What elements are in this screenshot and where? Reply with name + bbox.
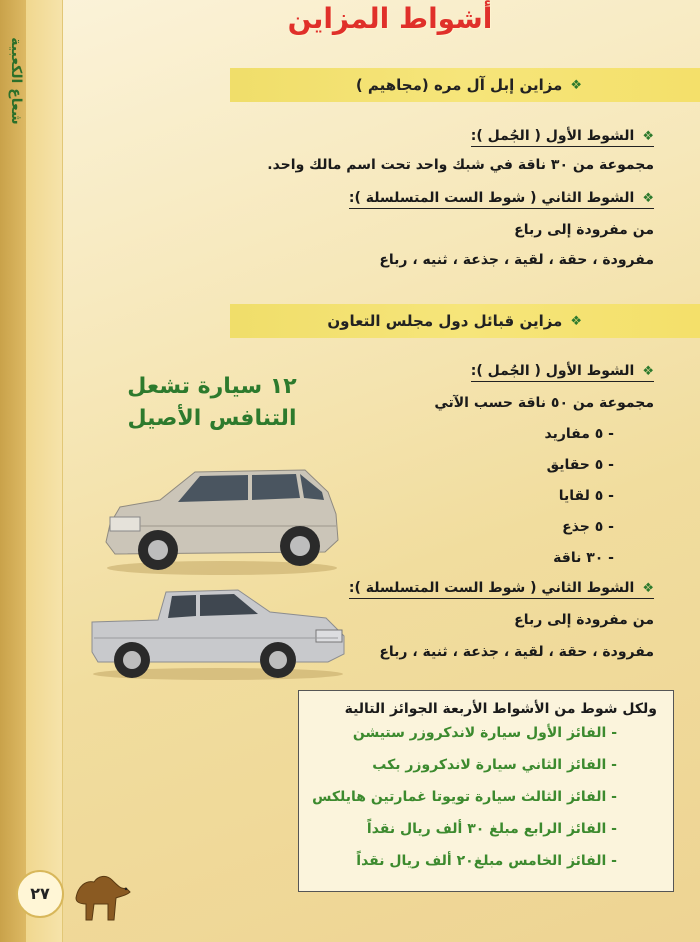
- section2-heading: مزاين قبائل دول مجلس التعاون: [327, 312, 563, 330]
- section2-round2-heading: [349, 580, 654, 599]
- list-item: - الفائز الثالث سيارة تويوتا غمارتين هايلكس: [312, 789, 617, 805]
- section2-round2-line1: من مفرودة إلى رباع: [514, 612, 654, 628]
- list-item: - ٥ جذع: [562, 519, 614, 535]
- section1-round1-heading: [471, 128, 654, 147]
- diamond-bullet-icon: ❖: [642, 191, 654, 206]
- diamond-bullet-icon: ❖: [642, 129, 654, 144]
- promo-line1: ١٢ سيارة تشعل: [127, 374, 297, 399]
- diamond-bullet-icon: ❖: [642, 581, 654, 596]
- list-item: - الفائز الأول سيارة لاندكروزر ستيشن: [352, 725, 617, 741]
- spine-strip: [0, 0, 26, 942]
- section1-band: [230, 68, 700, 102]
- camel-icon: [72, 868, 134, 924]
- section1-round2-line2: مفرودة ، حقة ، لقية ، جذعة ، ثنيه ، رباع: [379, 252, 654, 268]
- section1-round2-heading-text: الشوط الثاني ( شوط الست المتسلسلة ):: [348, 190, 635, 206]
- list-item: - الفائز الثاني سيارة لاندكروزر بكب: [372, 757, 617, 773]
- list-item: - ٥ حقايق: [546, 457, 614, 473]
- section1-round1-text: مجموعة من ٣٠ ناقة في شبك واحد تحت اسم مالك واحد.: [267, 157, 654, 173]
- section2-round1-heading-text: الشوط الأول ( الجُمل ):: [470, 363, 635, 379]
- section2-round1-list: [544, 426, 614, 581]
- section2-round1-text: مجموعة من ٥٠ ناقة حسب الآتي: [434, 395, 654, 411]
- section1-round1-heading-text: الشوط الأول ( الجُمل ):: [470, 128, 635, 144]
- section1-heading: مزاين إبل آل مره (مجاهيم ): [355, 76, 563, 94]
- spine-title: شعاع الكعبية: [8, 37, 24, 125]
- promo-line2: التنافس الأصيل: [127, 406, 297, 431]
- section1-round2: [349, 187, 654, 209]
- page-title: أشواط المزاين: [287, 2, 493, 35]
- section2-round1: [471, 360, 654, 382]
- page-number: ٢٧: [16, 870, 64, 918]
- list-item: - الفائز الرابع مبلغ ٣٠ ألف ريال نقداً: [366, 821, 617, 837]
- section2-round2-heading-text: الشوط الثاني ( شوط الست المتسلسلة ):: [348, 580, 635, 596]
- pickup-car-image: [88, 582, 350, 682]
- diamond-bullet-icon: ❖: [642, 364, 654, 379]
- list-item: - ٥ لقايا: [558, 488, 614, 504]
- prizes-heading: ولكل شوط من الأشواط الأربعة الجوائز التالية: [344, 701, 657, 717]
- list-item: - ٥ مفاريد: [544, 426, 614, 442]
- section2-band: [230, 304, 700, 338]
- section2-round1-heading: [471, 363, 654, 382]
- suv-car-image: [100, 462, 345, 577]
- list-item: - ٣٠ ناقة: [553, 550, 614, 566]
- prizes-box: [298, 690, 674, 892]
- section2-round2: [349, 577, 654, 599]
- section2-round2-line2: مفرودة ، حقة ، لقية ، جذعة ، ثنية ، رباع: [379, 644, 654, 660]
- section1-round2-heading: [349, 190, 654, 209]
- prizes-list: [309, 725, 657, 885]
- section1-round1: [471, 125, 654, 147]
- diamond-bullet-icon: ❖: [570, 77, 582, 93]
- section1-round2-line1: من مفرودة إلى رباع: [514, 222, 654, 238]
- list-item: - الفائز الخامس مبلغ٢٠ ألف ريال نقداً: [356, 853, 617, 869]
- diamond-bullet-icon: ❖: [570, 313, 582, 329]
